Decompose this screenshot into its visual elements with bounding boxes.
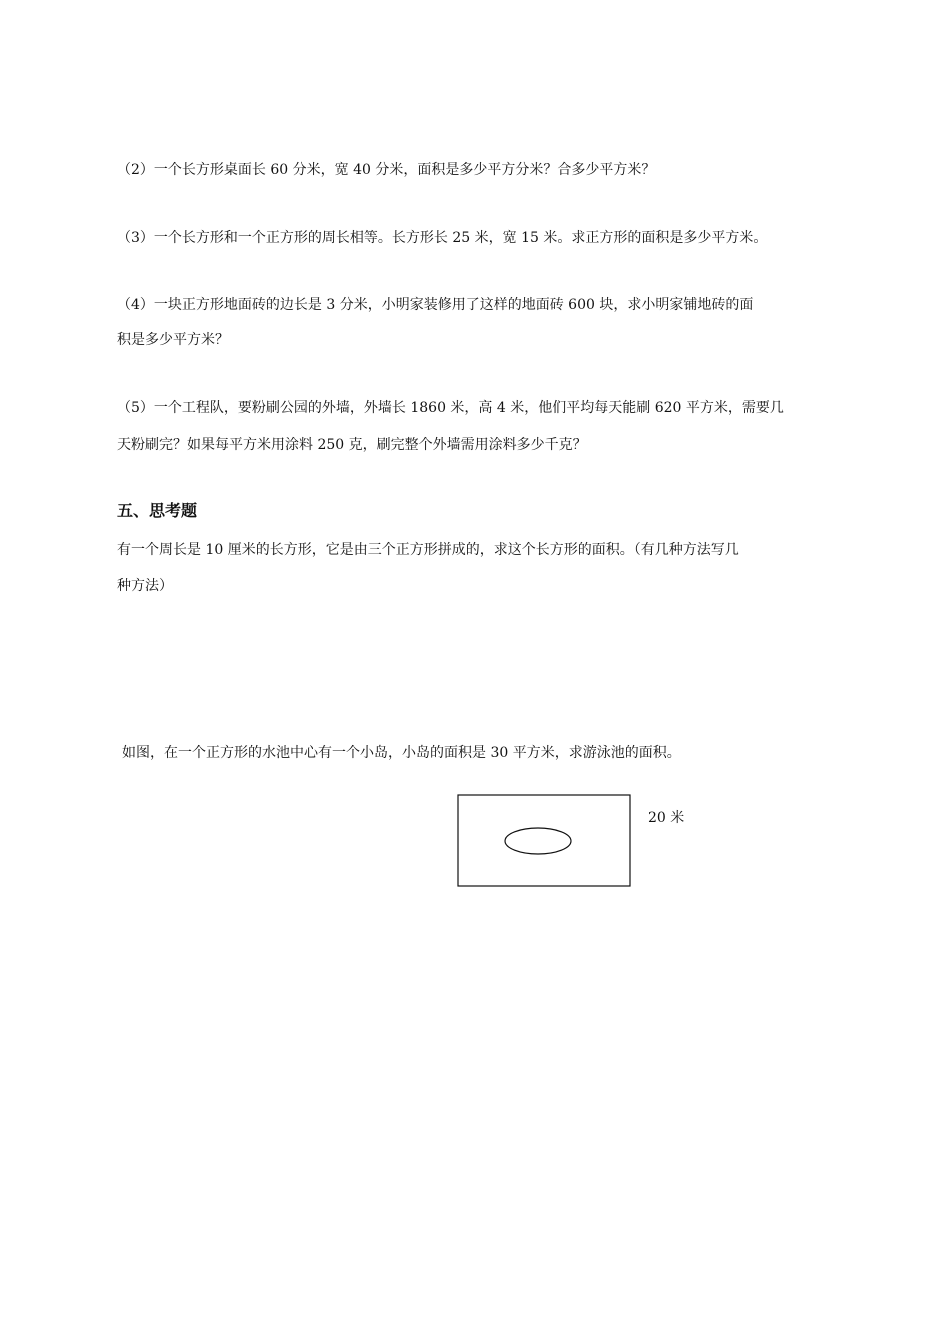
pool-diagram: [440, 785, 700, 905]
thinking-question-1-line-2: 种方法）: [117, 578, 173, 594]
thinking-question-2: 如图，在一个正方形的水池中心有一个小岛，小岛的面积是 30 平方米，求游泳池的面积。: [122, 745, 681, 761]
pool-side-label: 20 米: [648, 810, 685, 826]
problem-5-line-1: （5）一个工程队，要粉刷公园的外墙，外墙长 1860 米，高 4 米，他们平均每天能刷 620 平方米，需要几: [117, 400, 784, 416]
problem-4-line-1: （4）一块正方形地面砖的边长是 3 分米，小明家装修用了这样的地面砖 600 块，求小明家铺地砖的面: [117, 297, 754, 313]
pool-drawing: [440, 785, 700, 905]
problem-4-line-2: 积是多少平方米？: [117, 332, 229, 348]
pool-rectangle: [458, 795, 630, 886]
problem-5-line-2: 天粉刷完？如果每平方米用涂料 250 克，刷完整个外墙需用涂料多少千克？: [117, 437, 587, 453]
problem-2: （2）一个长方形桌面长 60 分米，宽 40 分米，面积是多少平方分米？合多少平方米？: [117, 162, 656, 178]
thinking-question-1-line-1: 有一个周长是 10 厘米的长方形，它是由三个正方形拼成的，求这个长方形的面积。（有几种方法写几: [117, 542, 739, 558]
problem-3: （3）一个长方形和一个正方形的周长相等。长方形长 25 米，宽 15 米。求正方形的面积是多少平方米。: [117, 230, 768, 246]
section-5-heading: 五、思考题: [117, 501, 198, 520]
